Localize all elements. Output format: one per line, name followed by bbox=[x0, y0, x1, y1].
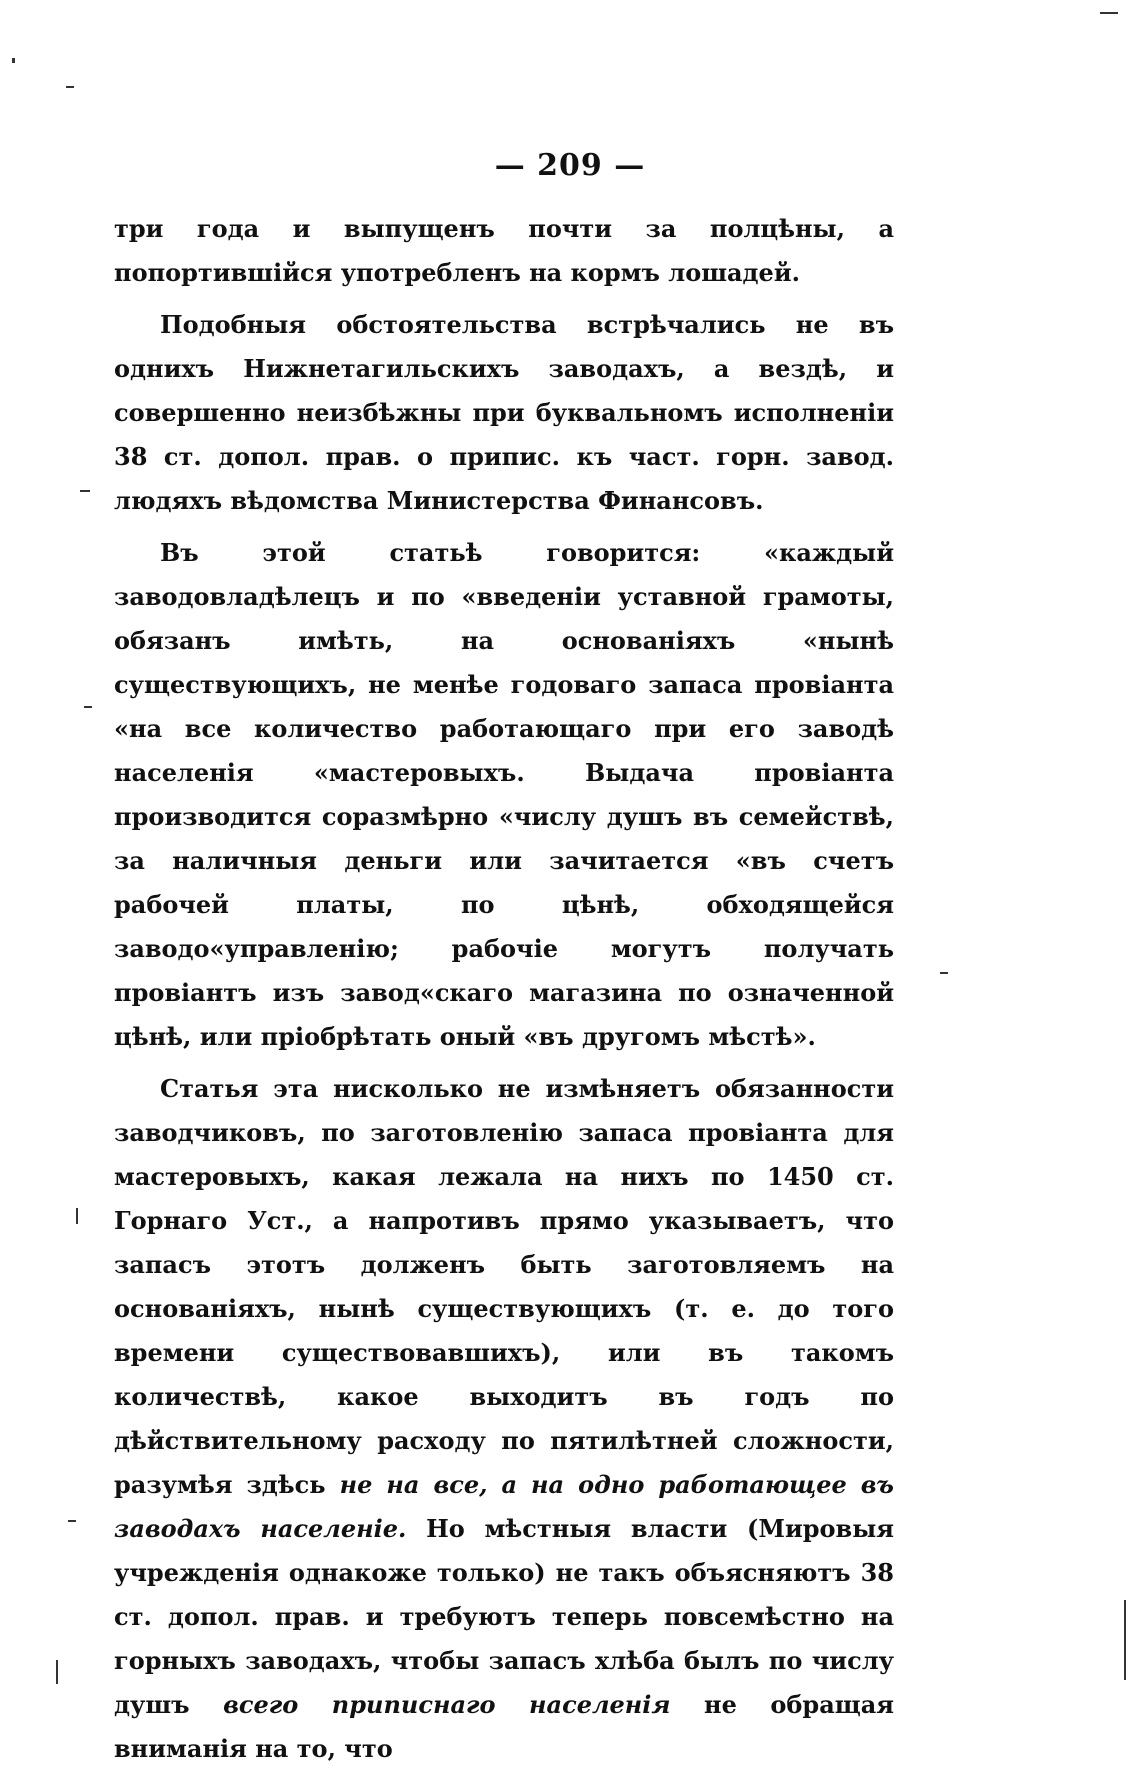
paragraph bbox=[114, 303, 894, 523]
scan-speck bbox=[76, 1208, 78, 1224]
text-segment: три года и выпущенъ почти за полцѣны, а попортившійся употребленъ на кормъ лошадей. bbox=[114, 214, 894, 287]
text-segment: Въ этой статьѣ говорится: «каждый заводовладѣлецъ и по «введеніи уставной грамоты, обязанъ имѣть, на основаніяхъ «нынѣ существующихъ, не менѣе годоваго запаса провіанта «на все количество работающаго при его заводѣ населенія «мастеровыхъ. Выдача провіанта производится соразмѣрно «числу душъ въ семействѣ, за наличныя деньги или зачитается «въ счетъ рабочей платы, по цѣнѣ, обходящейся заводо«управленію; рабочіе могутъ получать провіантъ изъ завод«скаго магазина по означенной цѣнѣ, или пріобрѣтать оный «въ другомъ мѣстѣ». bbox=[114, 538, 894, 1051]
scan-speck bbox=[1124, 1600, 1126, 1680]
text-segment: Но мѣстныя власти (Мировыя учрежденія однакоже только) не такъ объясняютъ 38 ст. допол. прав. и требуютъ теперь повсемѣстно на горныхъ заводахъ, чтобы запасъ хлѣба былъ по числу душъ bbox=[114, 1514, 895, 1719]
paragraph bbox=[114, 1067, 894, 1771]
italic-text-segment: не на все, а на одно работающее въ заводахъ населеніе. bbox=[114, 1470, 894, 1543]
body-text bbox=[114, 207, 894, 1771]
scan-speck bbox=[56, 1660, 58, 1684]
text-segment: Подобныя обстоятельства встрѣчались не въ однихъ Нижнетагильскихъ заводахъ, а вездѣ, и совершенно неизбѣжны при буквальномъ исполненіи 38 ст. допол. прав. о припис. къ част. горн. завод. людяхъ вѣдомства Министерства Финансовъ. bbox=[114, 310, 894, 515]
paragraph bbox=[114, 207, 894, 295]
scan-speck bbox=[80, 490, 90, 492]
scan-speck bbox=[66, 86, 74, 88]
text-segment: Статья эта нисколько не измѣняетъ обязанности заводчиковъ, по заготовленію запаса провіанта для мастеровыхъ, какая лежала на нихъ по 1450 ст. Горнаго Уст., а напротивъ прямо указываетъ, что запасъ этотъ долженъ быть заготовляемъ на основаніяхъ, нынѣ существующихъ (т. е. до того времени существовавшихъ), или въ такомъ количествѣ, какое выходитъ въ годъ по дѣйствительному расходу по пятилѣтней сложности, разумѣя здѣсь bbox=[114, 1074, 894, 1499]
page-number: — 209 — bbox=[494, 148, 646, 183]
paragraph bbox=[114, 531, 894, 1059]
scan-speck bbox=[84, 706, 92, 708]
scan-speck bbox=[68, 1520, 76, 1522]
scan-speck bbox=[12, 58, 15, 63]
text-segment: не обращая вниманія на то, что bbox=[114, 1690, 894, 1763]
scan-speck bbox=[1100, 12, 1118, 14]
scan-speck bbox=[940, 972, 948, 974]
italic-text-segment: всего приписнаго населенія bbox=[223, 1690, 671, 1719]
